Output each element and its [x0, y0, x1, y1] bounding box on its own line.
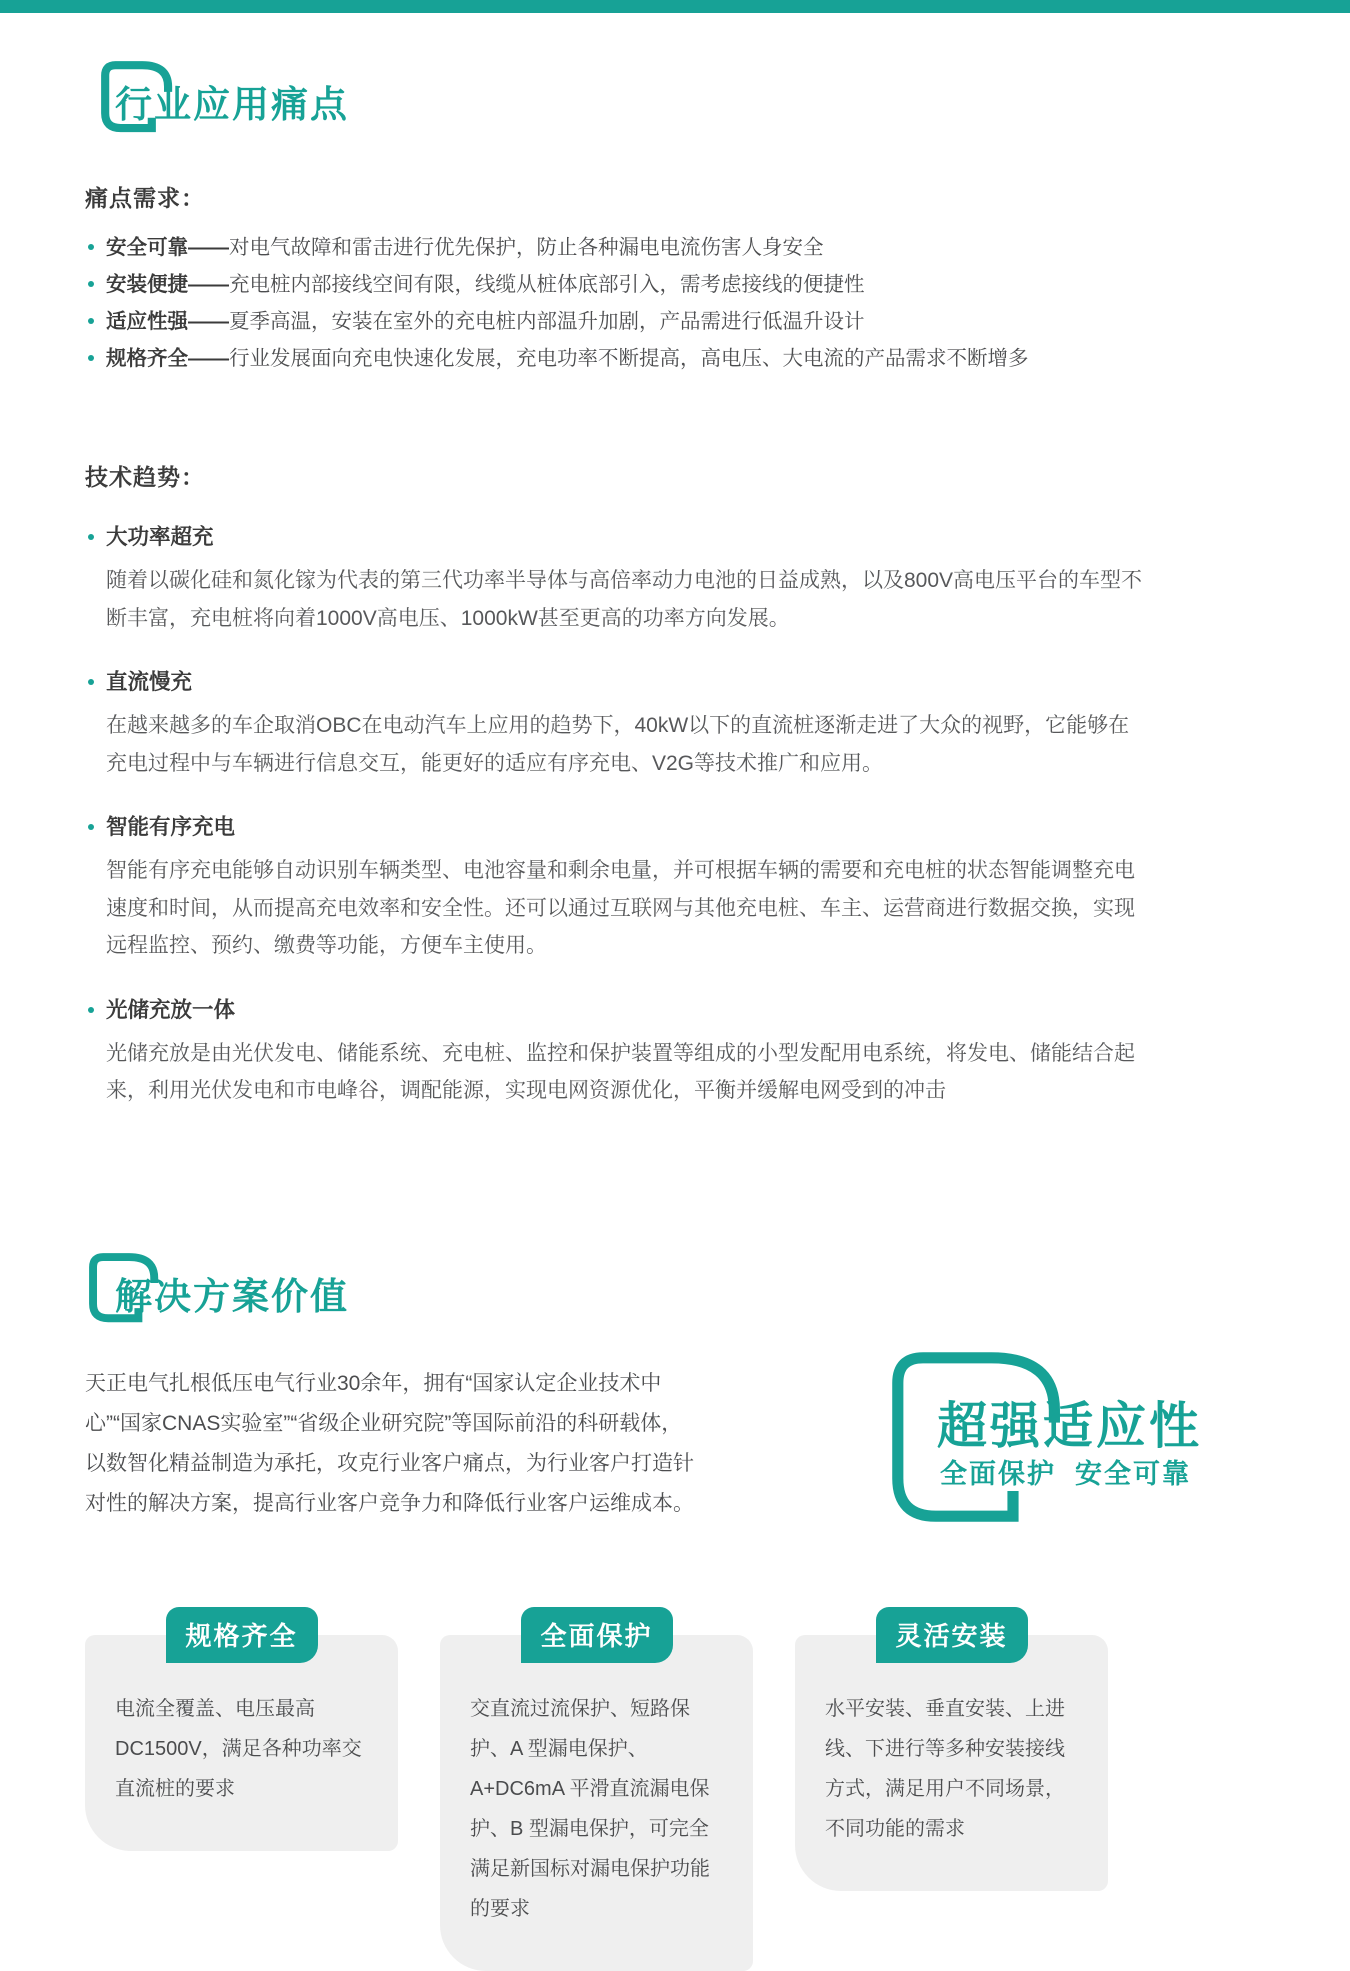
adaptability-badge [887, 1344, 1222, 1534]
bullet-dot-icon [88, 824, 94, 830]
trend-description: 光储充放是由光伏发电、储能系统、充电桩、监控和保护装置等组成的小型发配用电系统，将发电、储能结合起来，利用光伏发电和市电峰谷，调配能源，实现电网资源优化，平衡并缓解电网受到的冲击 [106, 1041, 1135, 1102]
card-tab: 灵活安装 [876, 1607, 1028, 1663]
pain-text: 行业发展面向充电快速化发展，充电功率不断提高，高电压、大电流的产品需求不断增多 [229, 347, 1029, 370]
trend-item [85, 667, 1280, 782]
feature-cards [85, 1607, 1280, 1971]
badge-subtitle: 全面保护 安全可靠 [940, 1458, 1192, 1489]
pain-point-item [85, 340, 1280, 377]
pain-label: 适应性强—— [106, 310, 229, 333]
card-text: 交直流过流保护、短路保护、A 型漏电保护、A+DC6mA 平滑直流漏电保护、B 型漏电保护，可完全满足新国标对漏电保护功能的要求 [440, 1635, 753, 1971]
bullet-dot-icon [88, 244, 94, 250]
card-tab: 规格齐全 [166, 1607, 318, 1663]
bullet-dot-icon [88, 1007, 94, 1013]
feature-card-specs [85, 1607, 398, 1851]
card-tab: 全面保护 [521, 1607, 673, 1663]
pain-demand-heading: 痛点需求： [85, 185, 205, 211]
pain-text: 充电桩内部接线空间有限，线缆从桩体底部引入，需考虑接线的便捷性 [229, 273, 865, 296]
pain-point-list [85, 229, 1280, 377]
pain-label: 规格齐全—— [106, 347, 229, 370]
trend-title: 直流慢充 [106, 670, 193, 694]
page-content [0, 58, 1350, 1971]
bullet-dot-icon [88, 534, 94, 540]
pain-text: 夏季高温，安装在室外的充电桩内部温升加剧，产品需进行低温升设计 [229, 310, 865, 333]
pain-point-item [85, 303, 1280, 340]
trend-description: 在越来越多的车企取消OBC在电动汽车上应用的趋势下，40kW以下的直流桩逐渐走进了大众的视野，它能够在充电过程中与车辆进行信息交互，能更好的适应有序充电、V2G等技术推广和应用。 [106, 714, 1130, 775]
top-accent-bar [0, 0, 1350, 13]
bullet-dot-icon [88, 318, 94, 324]
pain-point-item [85, 229, 1280, 266]
card-text: 水平安装、垂直安装、上进线、下进行等多种安装接线方式，满足用户不同场景，不同功能的需求 [795, 1635, 1108, 1891]
card-text: 电流全覆盖、电压最高 DC1500V，满足各种功率交直流桩的要求 [85, 1635, 398, 1851]
feature-card-protection [440, 1607, 753, 1971]
section-header-solution-value [85, 1250, 1280, 1334]
pain-label: 安装便捷—— [106, 273, 229, 296]
section-header-pain-points [85, 58, 1280, 142]
section-title: 解决方案价值 [115, 1275, 349, 1317]
trend-description: 随着以碳化硅和氮化镓为代表的第三代功率半导体与高倍率动力电池的日益成熟，以及800V高电压平台的车型不断丰富，充电桩将向着1000V高电压、1000kW甚至更高的功率方向发展。 [106, 569, 1143, 630]
section-title: 行业应用痛点 [115, 84, 349, 125]
bullet-dot-icon [88, 281, 94, 287]
trend-heading: 技术趋势： [85, 464, 205, 490]
bullet-dot-icon [88, 355, 94, 361]
feature-card-install [795, 1607, 1108, 1891]
solution-value-row [85, 1364, 1280, 1534]
trend-item [85, 995, 1280, 1110]
pain-point-item [85, 266, 1280, 303]
trend-item [85, 812, 1280, 965]
trend-item [85, 522, 1280, 637]
trend-description: 智能有序充电能够自动识别车辆类型、电池容量和剩余电量，并可根据车辆的需要和充电桩的状态智能调整充电速度和时间，从而提高充电效率和安全性。还可以通过互联网与其他充电桩、车主、运营商进行数据交换，实现远程监控、预约、缴费等功能，方便车主使用。 [106, 859, 1135, 957]
company-intro-paragraph: 天正电气扎根低压电气行业30余年，拥有“国家认定企业技术中心”“国家CNAS实验室”“省级企业研究院”等国际前沿的科研载体，以数智化精益制造为承托，攻克行业客户痛点，为行业客户打造针对性的解决方案，提高行业客户竞争力和降低行业客户运维成本。 [85, 1371, 694, 1515]
trend-list [85, 522, 1280, 1110]
bullet-dot-icon [88, 679, 94, 685]
pain-text: 对电气故障和雷击进行优先保护，防止各种漏电电流伤害人身安全 [229, 236, 824, 259]
trend-title: 光储充放一体 [106, 997, 236, 1022]
trend-title: 智能有序充电 [106, 815, 236, 839]
badge-title: 超强适应性 [937, 1397, 1202, 1454]
trend-title: 大功率超充 [106, 525, 214, 549]
pain-label: 安全可靠—— [106, 236, 229, 259]
